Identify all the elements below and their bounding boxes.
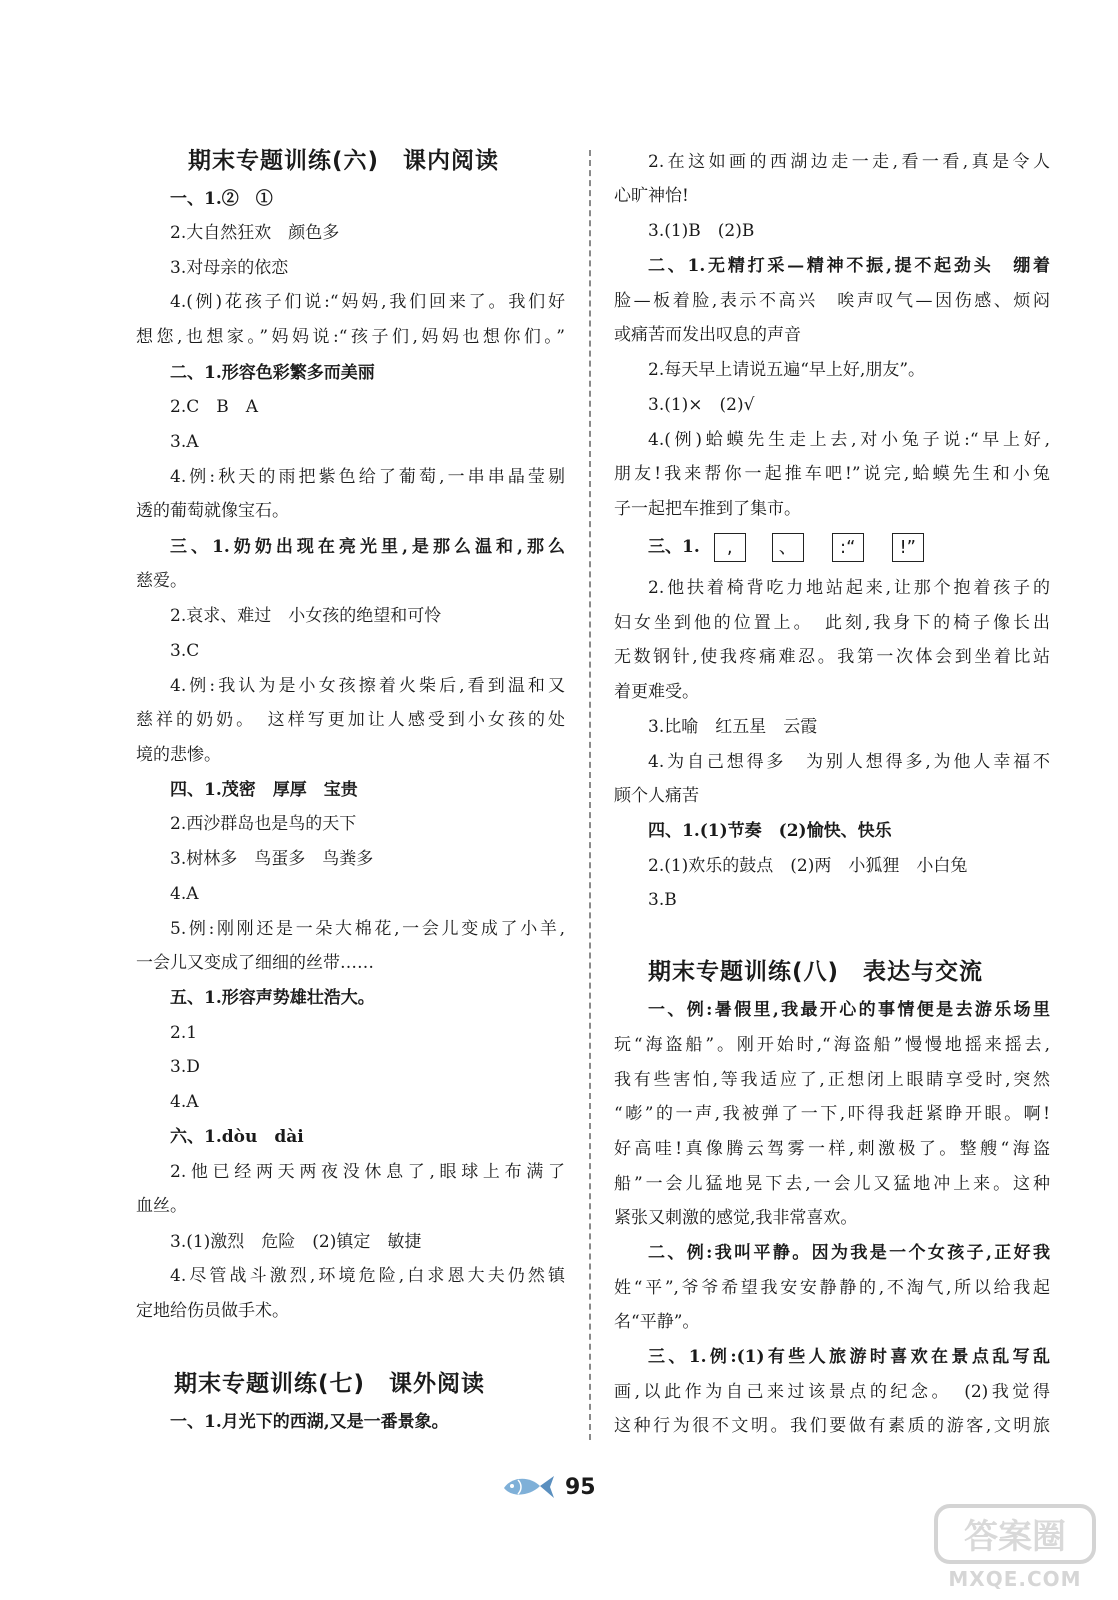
answer-line: 三、1.奶奶出现在亮光里,是那么温和,那么 xyxy=(170,537,565,557)
answer-line: 4.尽管战斗激烈,环境危险,白求恩大夫仍然镇 xyxy=(170,1266,565,1286)
answer-line: 4.(例)花孩子们说:“妈妈,我们回来了。我们好 xyxy=(170,292,565,312)
question-number: 三、1. xyxy=(648,537,700,557)
answer-line: 3.(1)激烈 危险 (2)镇定 敏捷 xyxy=(170,1232,422,1252)
answer-line: 名“平静”。 xyxy=(614,1312,700,1332)
answer-line: 3.C xyxy=(170,641,200,661)
answer-line: 4.例:我认为是小女孩擦着火柴后,看到温和又 xyxy=(170,676,565,696)
answer-line: 一、1.月光下的西湖,又是一番景象。 xyxy=(170,1412,449,1432)
fish-ornament-icon xyxy=(500,1470,556,1504)
answer-line: 4.A xyxy=(170,884,199,904)
answer-line: 这种行为很不文明。我们要做有素质的游客,文明旅 xyxy=(614,1416,1050,1436)
answer-line: 3.比喻 红五星 云霞 xyxy=(648,717,818,737)
answer-line: 3.(1)× (2)√ xyxy=(648,395,755,415)
answer-line: 想您,也想家。”妈妈说:“孩子们,妈妈也想你们。” xyxy=(136,327,565,347)
answer-line: 一会儿又变成了细细的丝带…… xyxy=(136,953,374,973)
answer-line: 画,以此作为自己来过该景点的纪念。 (2)我觉得 xyxy=(614,1382,1050,1402)
answer-line: 好高哇!真像腾云驾雾一样,刺激极了。整艘“海盗 xyxy=(614,1139,1050,1159)
answer-line: 紧张又刺激的感觉,我非常喜欢。 xyxy=(614,1208,858,1228)
answer-line: 2.西沙群岛也是鸟的天下 xyxy=(170,814,357,834)
answer-line: 3.B xyxy=(648,890,677,910)
punctuation-box: !” xyxy=(892,533,924,562)
answer-line: 姓“平”,爷爷希望我安安静静的,不淘气,所以给我起 xyxy=(614,1278,1050,1298)
answer-line: 四、1.(1)节奏 (2)愉快、快乐 xyxy=(648,821,892,841)
punctuation-box: , xyxy=(714,533,746,562)
answer-line: 血丝。 xyxy=(136,1196,187,1216)
answer-line: 慈祥的奶奶。 这样写更加让人感受到小女孩的处 xyxy=(136,710,565,730)
answer-line: 3.(1)B (2)B xyxy=(648,221,755,241)
answer-line: 3.A xyxy=(170,432,199,452)
answer-line: 4.(例)蛤蟆先生走上去,对小兔子说:“早上好, xyxy=(648,430,1050,450)
answer-line: 妇女坐到他的位置上。 此刻,我身下的椅子像长出 xyxy=(614,613,1050,633)
answer-line: 透的葡萄就像宝石。 xyxy=(136,501,289,521)
punctuation-box: :“ xyxy=(832,533,864,562)
answer-line: “嘭”的一声,我被弹了一下,吓得我赶紧睁开眼。啊! xyxy=(614,1104,1050,1124)
answer-line: 三、1.例:(1)有些人旅游时喜欢在景点乱写乱 xyxy=(648,1347,1050,1367)
answer-line: 境的悲惨。 xyxy=(136,745,221,765)
answer-line: 子一起把车推到了集市。 xyxy=(614,499,801,519)
page-number: 95 xyxy=(565,1475,596,1500)
answer-line: 3.D xyxy=(170,1057,200,1077)
watermark-logo-icon xyxy=(930,1500,1100,1595)
answer-line: 无数钢针,使我疼痛难忍。我第一次体会到坐着比站 xyxy=(614,647,1050,667)
answer-line: 2.1 xyxy=(170,1023,198,1043)
svg-text:答案圈: 答案圈 xyxy=(964,1517,1066,1557)
answer-line: 着更难受。 xyxy=(614,682,699,702)
answer-line: 5.例:刚刚还是一朵大棉花,一会儿变成了小羊, xyxy=(170,919,565,939)
answer-line: 一、1.② ① xyxy=(170,189,273,209)
answer-line: 2.(1)欢乐的鼓点 (2)两 小狐狸 小白兔 xyxy=(648,856,968,876)
section-heading-6: 期末专题训练(六) 课内阅读 xyxy=(188,148,500,174)
answer-line: 3.树林多 鸟蛋多 鸟粪多 xyxy=(170,849,374,869)
punctuation-box: 、 xyxy=(772,533,804,562)
section-heading-8: 期末专题训练(八) 表达与交流 xyxy=(648,959,984,985)
punctuation-answer-row xyxy=(648,532,924,562)
answer-line: 顾个人痛苦 xyxy=(614,786,699,806)
answer-line: 船”一会儿猛地晃下去,一会儿又猛地冲上来。这种 xyxy=(614,1174,1050,1194)
answer-line: 二、1.无精打采—精神不振,提不起劲头 绷着 xyxy=(648,256,1050,276)
answer-line: 2.他扶着椅背吃力地站起来,让那个抱着孩子的 xyxy=(648,578,1050,598)
answer-line: 2.C B A xyxy=(170,397,258,417)
answer-line: 心旷神怡! xyxy=(614,186,689,206)
answer-line: 4.A xyxy=(170,1092,199,1112)
answer-line: 2.每天早上请说五遍“早上好,朋友”。 xyxy=(648,360,926,380)
answer-line: 3.对母亲的依恋 xyxy=(170,258,289,278)
column-divider xyxy=(589,150,591,1440)
answer-line: 四、1.茂密 厚厚 宝贵 xyxy=(170,780,358,800)
answer-line: 2.他已经两天两夜没休息了,眼球上布满了 xyxy=(170,1162,565,1182)
answer-line: 定地给伤员做手术。 xyxy=(136,1301,289,1321)
answer-line: 五、1.形容声势雄壮浩大。 xyxy=(170,988,375,1008)
answer-line: 2.大自然狂欢 颜色多 xyxy=(170,223,340,243)
section-heading-7: 期末专题训练(七) 课外阅读 xyxy=(174,1371,486,1397)
answer-line: 2.哀求、难过 小女孩的绝望和可怜 xyxy=(170,606,442,626)
answer-line: 六、1.dòu dài xyxy=(170,1127,304,1147)
answer-line: 4.为自己想得多 为别人想得多,为他人幸福不 xyxy=(648,752,1050,772)
answer-line: 或痛苦而发出叹息的声音 xyxy=(614,325,801,345)
answer-line: 二、1.形容色彩繁多而美丽 xyxy=(170,363,375,383)
answer-line: 4.例:秋天的雨把紫色给了葡萄,一串串晶莹剔 xyxy=(170,467,565,487)
answer-line: 我有些害怕,等我适应了,正想闭上眼睛享受时,突然 xyxy=(614,1070,1050,1090)
svg-text:MXQE.COM: MXQE.COM xyxy=(948,1567,1082,1591)
answer-line: 朋友!我来帮你一起推车吧!”说完,蛤蟆先生和小兔 xyxy=(614,464,1050,484)
answer-line: 脸—板着脸,表示不高兴 唉声叹气—因伤感、烦闷 xyxy=(614,291,1050,311)
answer-line: 二、例:我叫平静。因为我是一个女孩子,正好我 xyxy=(648,1243,1050,1263)
answer-line: 2.在这如画的西湖边走一走,看一看,真是令人 xyxy=(648,152,1050,172)
answer-line: 玩“海盗船”。刚开始时,“海盗船”慢慢地摇来摇去, xyxy=(614,1035,1050,1055)
answer-line: 慈爱。 xyxy=(136,571,187,591)
answer-line: 一、例:暑假里,我最开心的事情便是去游乐场里 xyxy=(648,1000,1050,1020)
